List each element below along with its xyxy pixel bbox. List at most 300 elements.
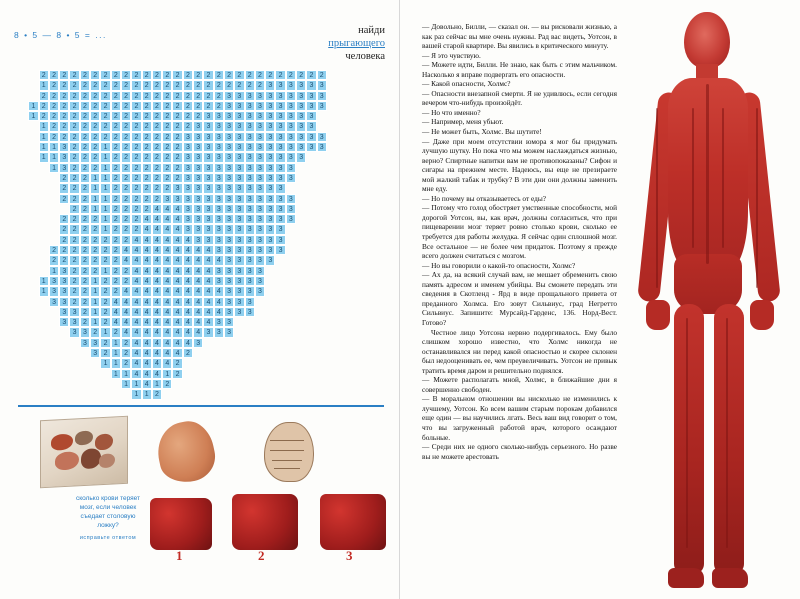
grid-cell[interactable]: 3: [275, 152, 285, 162]
grid-cell[interactable]: 3: [214, 163, 224, 173]
grid-cell[interactable]: 2: [111, 152, 121, 162]
grid-cell[interactable]: 3: [255, 286, 265, 296]
grid-cell[interactable]: 3: [317, 101, 327, 111]
grid-cell[interactable]: 3: [286, 163, 296, 173]
grid-cell[interactable]: 2: [80, 152, 90, 162]
grid-cell[interactable]: 4: [193, 297, 203, 307]
grid-cell[interactable]: 2: [69, 173, 79, 183]
grid-cell[interactable]: 2: [152, 142, 162, 152]
grid-cell[interactable]: 2: [111, 91, 121, 101]
grid-cell[interactable]: 3: [296, 91, 306, 101]
grid-cell[interactable]: 3: [224, 204, 234, 214]
grid-cell[interactable]: 2: [142, 132, 152, 142]
grid-cell[interactable]: 3: [245, 163, 255, 173]
grid-cell[interactable]: 2: [49, 245, 59, 255]
grid-cell[interactable]: 4: [131, 245, 141, 255]
grid-cell[interactable]: 2: [69, 245, 79, 255]
grid-cell[interactable]: 2: [80, 132, 90, 142]
grid-cell[interactable]: 2: [59, 121, 69, 131]
grid-cell[interactable]: 3: [255, 152, 265, 162]
grid-cell[interactable]: 2: [69, 80, 79, 90]
grid-cell[interactable]: 2: [111, 255, 121, 265]
grid-cell[interactable]: 2: [162, 70, 172, 80]
grid-cell[interactable]: 2: [234, 80, 244, 90]
grid-cell[interactable]: 3: [203, 142, 213, 152]
grid-cell[interactable]: 4: [131, 317, 141, 327]
grid-cell[interactable]: 2: [90, 163, 100, 173]
grid-cell[interactable]: 3: [90, 338, 100, 348]
grid-cell[interactable]: 3: [245, 91, 255, 101]
grid-cell[interactable]: 3: [224, 152, 234, 162]
grid-cell[interactable]: 2: [59, 80, 69, 90]
grid-cell[interactable]: 3: [224, 101, 234, 111]
grid-cell[interactable]: 3: [224, 111, 234, 121]
grid-cell[interactable]: 2: [80, 101, 90, 111]
grid-cell[interactable]: 3: [214, 214, 224, 224]
grid-cell[interactable]: 2: [100, 255, 110, 265]
grid-cell[interactable]: 1: [90, 276, 100, 286]
grid-cell[interactable]: 2: [214, 80, 224, 90]
grid-cell[interactable]: 3: [275, 142, 285, 152]
grid-cell[interactable]: 2: [296, 70, 306, 80]
grid-cell[interactable]: 2: [142, 111, 152, 121]
grid-cell[interactable]: 3: [214, 327, 224, 337]
grid-cell[interactable]: 3: [59, 266, 69, 276]
grid-cell[interactable]: 3: [193, 204, 203, 214]
grid-cell[interactable]: 2: [142, 183, 152, 193]
grid-cell[interactable]: 1: [100, 142, 110, 152]
grid-cell[interactable]: 2: [214, 70, 224, 80]
grid-cell[interactable]: 1: [39, 142, 49, 152]
grid-cell[interactable]: 4: [131, 276, 141, 286]
grid-cell[interactable]: 4: [172, 224, 182, 234]
grid-cell[interactable]: 2: [131, 70, 141, 80]
grid-cell[interactable]: 3: [286, 101, 296, 111]
grid-cell[interactable]: 2: [59, 132, 69, 142]
grid-cell[interactable]: 2: [111, 101, 121, 111]
grid-cell[interactable]: 3: [214, 121, 224, 131]
grid-cell[interactable]: 3: [234, 183, 244, 193]
grid-cell[interactable]: 2: [39, 101, 49, 111]
grid-cell[interactable]: 2: [69, 142, 79, 152]
grid-cell[interactable]: 2: [111, 327, 121, 337]
grid-cell[interactable]: 2: [100, 276, 110, 286]
grid-cell[interactable]: 2: [234, 70, 244, 80]
grid-cell[interactable]: 3: [296, 142, 306, 152]
grid-cell[interactable]: 2: [142, 152, 152, 162]
grid-cell[interactable]: 2: [162, 183, 172, 193]
grid-cell[interactable]: 2: [193, 70, 203, 80]
grid-cell[interactable]: 4: [162, 214, 172, 224]
grid-cell[interactable]: 3: [245, 121, 255, 131]
grid-cell[interactable]: 2: [214, 101, 224, 111]
grid-cell[interactable]: 3: [265, 101, 275, 111]
grid-cell[interactable]: 3: [234, 224, 244, 234]
grid-cell[interactable]: 3: [245, 245, 255, 255]
grid-cell[interactable]: 2: [142, 163, 152, 173]
grid-cell[interactable]: 2: [80, 80, 90, 90]
grid-cell[interactable]: 2: [69, 255, 79, 265]
grid-cell[interactable]: 3: [234, 286, 244, 296]
grid-cell[interactable]: 1: [100, 224, 110, 234]
grid-cell[interactable]: 3: [183, 142, 193, 152]
grid-cell[interactable]: 2: [69, 101, 79, 111]
grid-cell[interactable]: 3: [224, 297, 234, 307]
grid-cell[interactable]: 2: [90, 70, 100, 80]
grid-cell[interactable]: 3: [214, 142, 224, 152]
grid-cell[interactable]: 3: [245, 224, 255, 234]
grid-cell[interactable]: 4: [152, 369, 162, 379]
grid-cell[interactable]: 2: [183, 101, 193, 111]
grid-cell[interactable]: 1: [100, 358, 110, 368]
grid-cell[interactable]: 4: [142, 297, 152, 307]
grid-cell[interactable]: 4: [172, 286, 182, 296]
grid-cell[interactable]: 2: [152, 70, 162, 80]
grid-cell[interactable]: 2: [100, 307, 110, 317]
grid-cell[interactable]: 4: [152, 338, 162, 348]
grid-cell[interactable]: 3: [245, 132, 255, 142]
grid-cell[interactable]: 2: [59, 224, 69, 234]
grid-cell[interactable]: 3: [275, 245, 285, 255]
grid-cell[interactable]: 4: [121, 327, 131, 337]
grid-cell[interactable]: 2: [59, 111, 69, 121]
grid-cell[interactable]: 3: [255, 266, 265, 276]
grid-cell[interactable]: 2: [265, 70, 275, 80]
grid-cell[interactable]: 4: [131, 235, 141, 245]
grid-cell[interactable]: 2: [172, 80, 182, 90]
grid-cell[interactable]: 3: [306, 80, 316, 90]
grid-cell[interactable]: 2: [131, 80, 141, 90]
grid-cell[interactable]: 3: [265, 245, 275, 255]
grid-cell[interactable]: 4: [142, 317, 152, 327]
grid-cell[interactable]: 2: [59, 255, 69, 265]
grid-cell[interactable]: 2: [90, 245, 100, 255]
grid-cell[interactable]: 1: [131, 379, 141, 389]
grid-cell[interactable]: 3: [265, 142, 275, 152]
grid-cell[interactable]: 4: [152, 286, 162, 296]
grid-cell[interactable]: 2: [69, 91, 79, 101]
grid-cell[interactable]: 4: [183, 286, 193, 296]
grid-cell[interactable]: 2: [152, 163, 162, 173]
grid-cell[interactable]: 3: [245, 173, 255, 183]
grid-cell[interactable]: 3: [234, 266, 244, 276]
grid-cell[interactable]: 4: [152, 204, 162, 214]
grid-cell[interactable]: 3: [203, 163, 213, 173]
grid-cell[interactable]: 4: [142, 379, 152, 389]
grid-cell[interactable]: 2: [80, 183, 90, 193]
grid-cell[interactable]: 3: [193, 214, 203, 224]
grid-cell[interactable]: 3: [203, 132, 213, 142]
grid-cell[interactable]: 3: [224, 91, 234, 101]
grid-cell[interactable]: 3: [245, 152, 255, 162]
grid-cell[interactable]: 2: [193, 91, 203, 101]
grid-cell[interactable]: 4: [121, 307, 131, 317]
grid-cell[interactable]: 2: [59, 245, 69, 255]
grid-cell[interactable]: 2: [203, 101, 213, 111]
grid-cell[interactable]: 4: [131, 327, 141, 337]
grid-cell[interactable]: 3: [275, 224, 285, 234]
grid-cell[interactable]: 4: [142, 224, 152, 234]
grid-cell[interactable]: 2: [183, 70, 193, 80]
grid-cell[interactable]: 3: [203, 204, 213, 214]
grid-cell[interactable]: 4: [131, 338, 141, 348]
grid-cell[interactable]: 4: [203, 297, 213, 307]
grid-cell[interactable]: 3: [224, 183, 234, 193]
grid-cell[interactable]: 3: [234, 121, 244, 131]
grid-cell[interactable]: 4: [162, 358, 172, 368]
grid-cell[interactable]: 2: [306, 70, 316, 80]
grid-cell[interactable]: 2: [183, 111, 193, 121]
grid-cell[interactable]: 2: [69, 266, 79, 276]
grid-cell[interactable]: 2: [131, 163, 141, 173]
grid-cell[interactable]: 4: [162, 255, 172, 265]
grid-cell[interactable]: 3: [245, 307, 255, 317]
grid-cell[interactable]: 3: [286, 132, 296, 142]
grid-cell[interactable]: 3: [265, 91, 275, 101]
grid-cell[interactable]: 3: [183, 163, 193, 173]
grid-cell[interactable]: 3: [234, 204, 244, 214]
grid-cell[interactable]: 2: [111, 235, 121, 245]
grid-cell[interactable]: 3: [275, 173, 285, 183]
grid-cell[interactable]: 2: [90, 327, 100, 337]
grid-cell[interactable]: 3: [183, 204, 193, 214]
grid-cell[interactable]: 2: [131, 224, 141, 234]
grid-cell[interactable]: 4: [131, 348, 141, 358]
grid-cell[interactable]: 4: [162, 286, 172, 296]
grid-cell[interactable]: 2: [100, 80, 110, 90]
grid-cell[interactable]: 4: [214, 297, 224, 307]
grid-cell[interactable]: 4: [162, 317, 172, 327]
grid-cell[interactable]: 2: [69, 163, 79, 173]
grid-cell[interactable]: 1: [100, 194, 110, 204]
grid-cell[interactable]: 4: [183, 266, 193, 276]
grid-cell[interactable]: 4: [142, 235, 152, 245]
grid-cell[interactable]: 3: [234, 297, 244, 307]
grid-cell[interactable]: 3: [275, 204, 285, 214]
grid-cell[interactable]: 2: [121, 214, 131, 224]
grid-cell[interactable]: 3: [224, 255, 234, 265]
grid-cell[interactable]: 2: [121, 194, 131, 204]
grid-cell[interactable]: 1: [111, 338, 121, 348]
grid-cell[interactable]: 4: [183, 255, 193, 265]
grid-cell[interactable]: 3: [275, 91, 285, 101]
grid-cell[interactable]: 3: [275, 163, 285, 173]
grid-cell[interactable]: 2: [131, 173, 141, 183]
grid-cell[interactable]: 1: [90, 317, 100, 327]
grid-cell[interactable]: 2: [152, 91, 162, 101]
grid-cell[interactable]: 2: [152, 389, 162, 399]
grid-cell[interactable]: 2: [111, 286, 121, 296]
grid-cell[interactable]: 3: [265, 173, 275, 183]
grid-cell[interactable]: 4: [172, 204, 182, 214]
grid-cell[interactable]: 3: [306, 142, 316, 152]
grid-cell[interactable]: 2: [121, 204, 131, 214]
grid-cell[interactable]: 2: [39, 111, 49, 121]
grid-cell[interactable]: 1: [49, 266, 59, 276]
grid-cell[interactable]: 1: [90, 173, 100, 183]
grid-cell[interactable]: 3: [317, 91, 327, 101]
grid-cell[interactable]: 3: [255, 194, 265, 204]
grid-cell[interactable]: 3: [203, 224, 213, 234]
grid-cell[interactable]: 1: [100, 173, 110, 183]
grid-cell[interactable]: 2: [121, 338, 131, 348]
grid-cell[interactable]: 3: [245, 214, 255, 224]
grid-cell[interactable]: 2: [121, 224, 131, 234]
grid-cell[interactable]: 3: [286, 152, 296, 162]
grid-cell[interactable]: 3: [255, 142, 265, 152]
grid-cell[interactable]: 2: [80, 173, 90, 183]
grid-cell[interactable]: 3: [234, 245, 244, 255]
grid-cell[interactable]: 1: [90, 194, 100, 204]
grid-cell[interactable]: 3: [234, 235, 244, 245]
grid-cell[interactable]: 3: [183, 132, 193, 142]
grid-cell[interactable]: 3: [255, 111, 265, 121]
grid-cell[interactable]: 4: [183, 317, 193, 327]
grid-cell[interactable]: 4: [152, 276, 162, 286]
grid-cell[interactable]: 1: [28, 101, 38, 111]
grid-cell[interactable]: 3: [275, 235, 285, 245]
grid-cell[interactable]: 3: [265, 121, 275, 131]
grid-cell[interactable]: 2: [90, 142, 100, 152]
grid-cell[interactable]: 2: [49, 91, 59, 101]
grid-cell[interactable]: 2: [183, 348, 193, 358]
grid-cell[interactable]: 2: [162, 132, 172, 142]
grid-cell[interactable]: 2: [49, 255, 59, 265]
grid-cell[interactable]: 2: [59, 173, 69, 183]
grid-cell[interactable]: 4: [172, 214, 182, 224]
grid-cell[interactable]: 2: [162, 173, 172, 183]
grid-cell[interactable]: 4: [152, 235, 162, 245]
grid-cell[interactable]: 4: [162, 235, 172, 245]
grid-cell[interactable]: 4: [152, 348, 162, 358]
grid-cell[interactable]: 3: [203, 194, 213, 204]
grid-cell[interactable]: 3: [245, 204, 255, 214]
grid-cell[interactable]: 2: [121, 80, 131, 90]
grid-cell[interactable]: 2: [162, 101, 172, 111]
grid-cell[interactable]: 4: [111, 297, 121, 307]
grid-cell[interactable]: 4: [142, 214, 152, 224]
grid-cell[interactable]: 3: [234, 194, 244, 204]
grid-cell[interactable]: 3: [193, 163, 203, 173]
grid-cell[interactable]: 2: [193, 80, 203, 90]
grid-cell[interactable]: 4: [203, 317, 213, 327]
grid-cell[interactable]: 3: [193, 152, 203, 162]
grid-cell[interactable]: 2: [80, 70, 90, 80]
grid-cell[interactable]: 2: [183, 91, 193, 101]
grid-cell[interactable]: 3: [69, 317, 79, 327]
grid-cell[interactable]: 3: [224, 245, 234, 255]
grid-cell[interactable]: 2: [111, 173, 121, 183]
grid-cell[interactable]: 3: [80, 327, 90, 337]
grid-cell[interactable]: 2: [80, 276, 90, 286]
grid-cell[interactable]: 2: [100, 70, 110, 80]
grid-cell[interactable]: 2: [111, 214, 121, 224]
grid-cell[interactable]: 3: [275, 121, 285, 131]
grid-cell[interactable]: 4: [152, 327, 162, 337]
grid-cell[interactable]: 3: [234, 163, 244, 173]
grid-cell[interactable]: 1: [90, 286, 100, 296]
grid-cell[interactable]: 2: [121, 266, 131, 276]
grid-cell[interactable]: 4: [183, 338, 193, 348]
grid-cell[interactable]: 3: [193, 183, 203, 193]
grid-cell[interactable]: 3: [245, 276, 255, 286]
grid-cell[interactable]: 2: [80, 194, 90, 204]
grid-cell[interactable]: 2: [90, 255, 100, 265]
grid-cell[interactable]: 3: [214, 266, 224, 276]
grid-cell[interactable]: 2: [69, 286, 79, 296]
grid-cell[interactable]: 4: [152, 214, 162, 224]
grid-cell[interactable]: 2: [152, 101, 162, 111]
grid-cell[interactable]: 3: [234, 111, 244, 121]
grid-cell[interactable]: 2: [111, 111, 121, 121]
grid-cell[interactable]: 2: [121, 101, 131, 111]
grid-cell[interactable]: 2: [142, 142, 152, 152]
grid-cell[interactable]: 1: [90, 204, 100, 214]
grid-cell[interactable]: 3: [224, 173, 234, 183]
grid-cell[interactable]: 2: [49, 80, 59, 90]
grid-cell[interactable]: 3: [255, 245, 265, 255]
grid-cell[interactable]: 2: [224, 70, 234, 80]
grid-cell[interactable]: 2: [90, 132, 100, 142]
grid-cell[interactable]: 3: [275, 214, 285, 224]
grid-cell[interactable]: 3: [203, 111, 213, 121]
grid-cell[interactable]: 3: [286, 173, 296, 183]
grid-cell[interactable]: 2: [100, 297, 110, 307]
grid-cell[interactable]: 2: [49, 101, 59, 111]
grid-cell[interactable]: 2: [152, 121, 162, 131]
grid-cell[interactable]: 2: [121, 163, 131, 173]
grid-cell[interactable]: 3: [286, 142, 296, 152]
grid-cell[interactable]: 2: [162, 80, 172, 90]
grid-cell[interactable]: 3: [183, 152, 193, 162]
grid-cell[interactable]: 2: [121, 132, 131, 142]
grid-cell[interactable]: 4: [172, 276, 182, 286]
grid-cell[interactable]: 3: [234, 142, 244, 152]
grid-cell[interactable]: 3: [306, 101, 316, 111]
grid-cell[interactable]: 1: [39, 132, 49, 142]
grid-cell[interactable]: 3: [286, 111, 296, 121]
grid-cell[interactable]: 3: [286, 204, 296, 214]
grid-cell[interactable]: 2: [224, 80, 234, 90]
grid-cell[interactable]: 4: [203, 276, 213, 286]
grid-cell[interactable]: 2: [80, 245, 90, 255]
grid-cell[interactable]: 1: [152, 379, 162, 389]
grid-cell[interactable]: 2: [142, 121, 152, 131]
grid-cell[interactable]: 2: [90, 91, 100, 101]
grid-cell[interactable]: 1: [111, 348, 121, 358]
grid-cell[interactable]: 3: [203, 152, 213, 162]
grid-cell[interactable]: 2: [172, 358, 182, 368]
grid-cell[interactable]: 3: [255, 91, 265, 101]
grid-cell[interactable]: 2: [183, 80, 193, 90]
grid-cell[interactable]: 3: [245, 266, 255, 276]
grid-cell[interactable]: 3: [234, 307, 244, 317]
grid-cell[interactable]: 3: [245, 235, 255, 245]
grid-cell[interactable]: 3: [214, 183, 224, 193]
grid-cell[interactable]: 2: [69, 297, 79, 307]
grid-cell[interactable]: 4: [214, 307, 224, 317]
grid-cell[interactable]: 2: [90, 235, 100, 245]
grid-cell[interactable]: 4: [131, 266, 141, 276]
grid-cell[interactable]: 4: [162, 204, 172, 214]
grid-cell[interactable]: 3: [59, 307, 69, 317]
grid-cell[interactable]: 1: [39, 276, 49, 286]
grid-cell[interactable]: 2: [183, 121, 193, 131]
grid-cell[interactable]: 3: [224, 266, 234, 276]
grid-cell[interactable]: 2: [80, 163, 90, 173]
grid-cell[interactable]: 2: [80, 111, 90, 121]
grid-cell[interactable]: 3: [214, 235, 224, 245]
